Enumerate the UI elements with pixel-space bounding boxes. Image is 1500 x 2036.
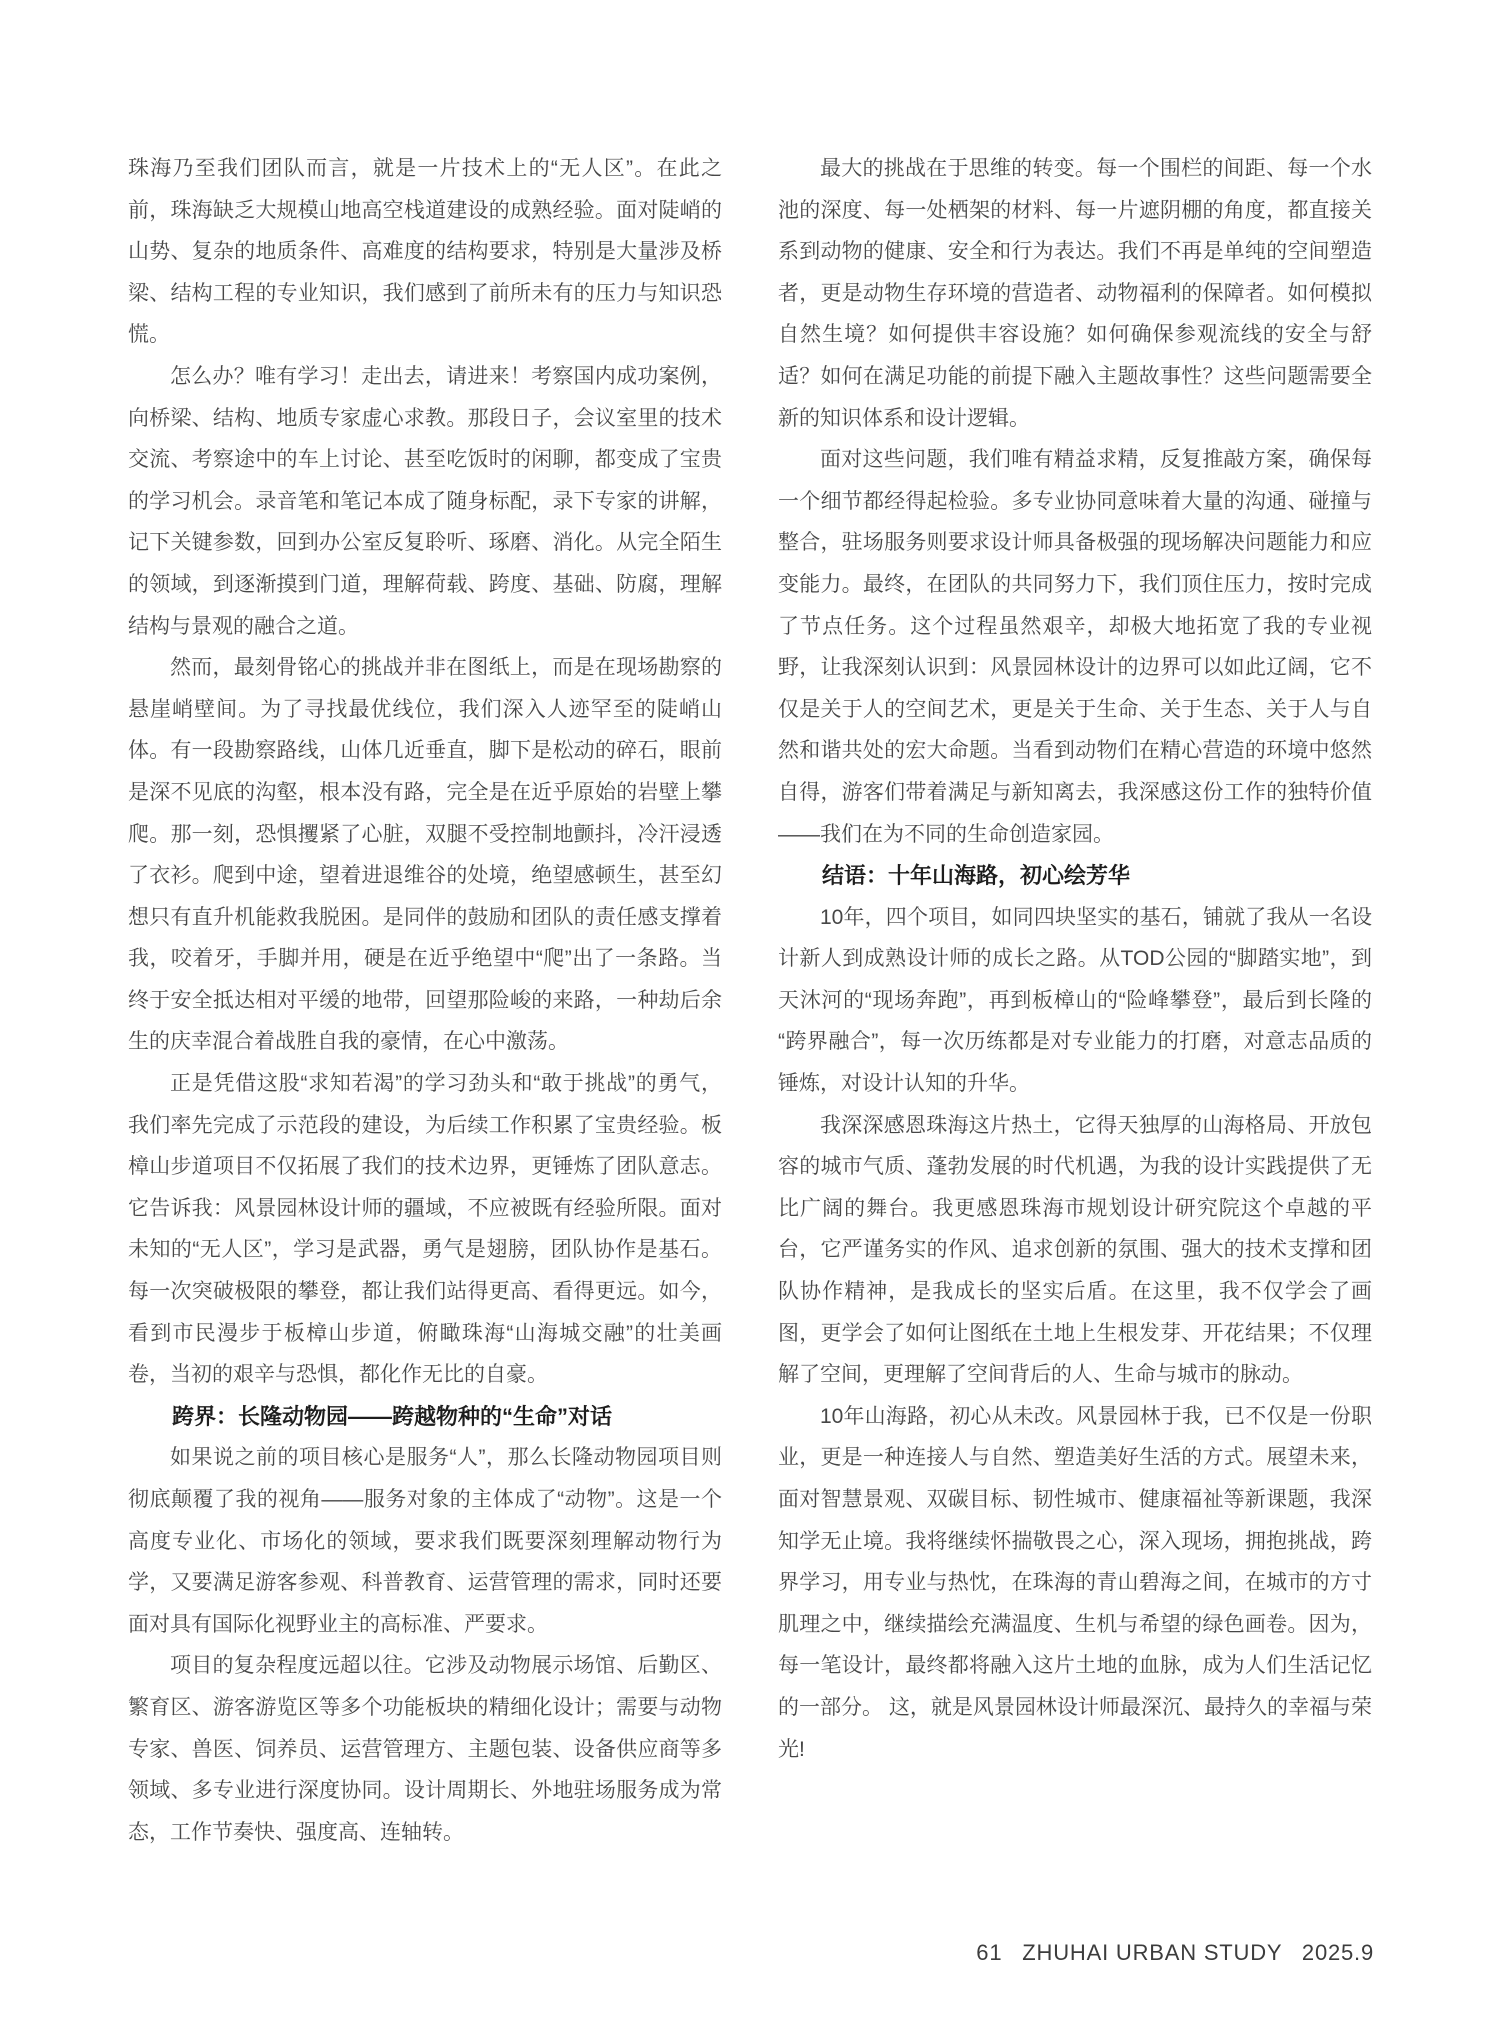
body-paragraph: 正是凭借这股“求知若渴”的学习劲头和“敢于挑战”的勇气，我们率先完成了示范段的建设，为后续工作积累了宝贵经验。板樟山步道项目不仅拓展了我们的技术边界，更锤炼了团队意志。它告诉我：风景园林设计师的疆域，不应被既有经验所限。面对未知的“无人区”，学习是武器，勇气是翅膀，团队协作是基石。每一次突破极限的攀登，都让我们站得更高、看得更远。如今，看到市民漫步于板樟山步道，俯瞰珠海“山海城交融”的壮美画卷，当初的艰辛与恐惧，都化作无比的自豪。 [128, 1072, 722, 1387]
right-column [778, 148, 1372, 1770]
body-paragraph: 珠海乃至我们团队而言，就是一片技术上的“无人区”。在此之前，珠海缺乏大规模山地高空栈道建设的成熟经验。面对陡峭的山势、复杂的地质条件、高难度的结构要求，特别是大量涉及桥梁、结构工程的专业知识，我们感到了前所未有的压力与知识恐慌。 [128, 157, 722, 347]
page-footer [778, 1939, 1374, 1967]
body-paragraph: 项目的复杂程度远超以往。它涉及动物展示场馆、后勤区、繁育区、游客游览区等多个功能板块的精细化设计；需要与动物专家、兽医、饲养员、运营管理方、主题包装、设备供应商等多领域、多专业进行深度协同。设计周期长、外地驻场服务成为常态，工作节奏快、强度高、连轴转。 [128, 1654, 722, 1844]
section-heading-conclusion: 结语：十年山海路，初心绘芳华 [822, 863, 1131, 889]
body-paragraph: 最大的挑战在于思维的转变。每一个围栏的间距、每一个水池的深度、每一处栖架的材料、每一片遮阴棚的角度，都直接关系到动物的健康、安全和行为表达。我们不再是单纯的空间塑造者，更是动物生存环境的营造者、动物福利的保障者。如何模拟自然生境？如何提供丰容设施？如何确保参观流线的安全与舒适？如何在满足功能的前提下融入主题故事性？这些问题需要全新的知识体系和设计逻辑。 [778, 157, 1372, 430]
body-paragraph: 面对这些问题，我们唯有精益求精，反复推敲方案，确保每一个细节都经得起检验。多专业协同意味着大量的沟通、碰撞与整合，驻场服务则要求设计师具备极强的现场解决问题能力和应变能力。最终，在团队的共同努力下，我们顶住压力，按时完成了节点任务。这个过程虽然艰辛，却极大地拓宽了我的专业视野，让我深刻认识到：风景园林设计的边界可以如此辽阔，它不仅是关于人的空间艺术，更是关于生命、关于生态、关于人与自然和谐共处的宏大命题。当看到动物们在精心营造的环境中悠然自得，游客们带着满足与新知离去，我深感这份工作的独特价值——我们在为不同的生命创造家园。 [778, 448, 1372, 846]
issue-date: 2025.9 [1301, 1940, 1374, 1965]
body-paragraph: 怎么办？唯有学习！走出去，请进来！考察国内成功案例，向桥梁、结构、地质专家虚心求教。那段日子，会议室里的技术交流、考察途中的车上讨论、甚至吃饭时的闲聊，都变成了宝贵的学习机会。录音笔和笔记本成了随身标配，录下专家的讲解，记下关键参数，回到办公室反复聆听、琢磨、消化。从完全陌生的领域，到逐渐摸到门道，理解荷载、跨度、基础、防腐，理解结构与景观的融合之道。 [128, 364, 722, 638]
journal-title: ZHUHAI URBAN STUDY [1022, 1940, 1282, 1965]
body-paragraph: 我深深感恩珠海这片热土，它得天独厚的山海格局、开放包容的城市气质、蓬勃发展的时代机遇，为我的设计实践提供了无比广阔的舞台。我更感恩珠海市规划设计研究院这个卓越的平台，它严谨务实的作风、追求创新的氛围、强大的技术支撑和团队协作精神，是我成长的坚实后盾。在这里，我不仅学会了画图，更学会了如何让图纸在土地上生根发芽、开花结果；不仅理解了空间，更理解了空间背后的人、生命与城市的脉动。 [778, 1113, 1372, 1387]
page-number: 61 [976, 1940, 1003, 1965]
body-paragraph: 10年山海路，初心从未改。风景园林于我，已不仅是一份职业，更是一种连接人与自然、塑造美好生活的方式。展望未来，面对智慧景观、双碳目标、韧性城市、健康福祉等新课题，我深知学无止境。我将继续怀揣敬畏之心，深入现场，拥抱挑战，跨界学习，用专业与热忱，在珠海的青山碧海之间，在城市的方寸肌理之中，继续描绘充满温度、生机与希望的绿色画卷。因为，每一笔设计，最终都将融入这片土地的血脉，成为人们生活记忆的一部分。 这，就是风景园林设计师最深沉、最持久的幸福与荣光! [778, 1404, 1372, 1761]
body-paragraph: 然而，最刻骨铭心的挑战并非在图纸上，而是在现场勘察的悬崖峭壁间。为了寻找最优线位，我们深入人迹罕至的陡峭山体。有一段勘察路线，山体几近垂直，脚下是松动的碎石，眼前是深不见底的沟壑，根本没有路，完全是在近乎原始的岩壁上攀爬。那一刻，恐惧攫紧了心脏，双腿不受控制地颤抖，冷汗浸透了衣衫。爬到中途，望着进退维谷的处境，绝望感顿生，甚至幻想只有直升机能救我脱困。是同伴的鼓励和团队的责任感支撑着我，咬着牙，手脚并用，硬是在近乎绝望中“爬”出了一条路。当终于安全抵达相对平缓的地带，回望那险峻的来路，一种劫后余生的庆幸混合着战胜自我的豪情，在心中激荡。 [128, 656, 722, 1054]
body-paragraph: 10年，四个项目，如同四块坚实的基石，铺就了我从一名设计新人到成熟设计师的成长之路。从TOD公园的“脚踏实地”，到天沐河的“现场奔跑”，再到板樟山的“险峰攀登”，最后到长隆的“跨界融合”，每一次历练都是对专业能力的打磨，对意志品质的锤炼，对设计认知的升华。 [778, 905, 1372, 1096]
body-paragraph: 如果说之前的项目核心是服务“人”，那么长隆动物园项目则彻底颠覆了我的视角——服务对象的主体成了“动物”。这是一个高度专业化、市场化的领域，要求我们既要深刻理解动物行为学，又要满足游客参观、科普教育、运营管理的需求，同时还要面对具有国际化视野业主的高标准、严要求。 [128, 1446, 722, 1636]
left-column [128, 148, 722, 1853]
section-heading-crossover: 跨界：长隆动物园——跨越物种的“生命”对话 [172, 1403, 613, 1429]
